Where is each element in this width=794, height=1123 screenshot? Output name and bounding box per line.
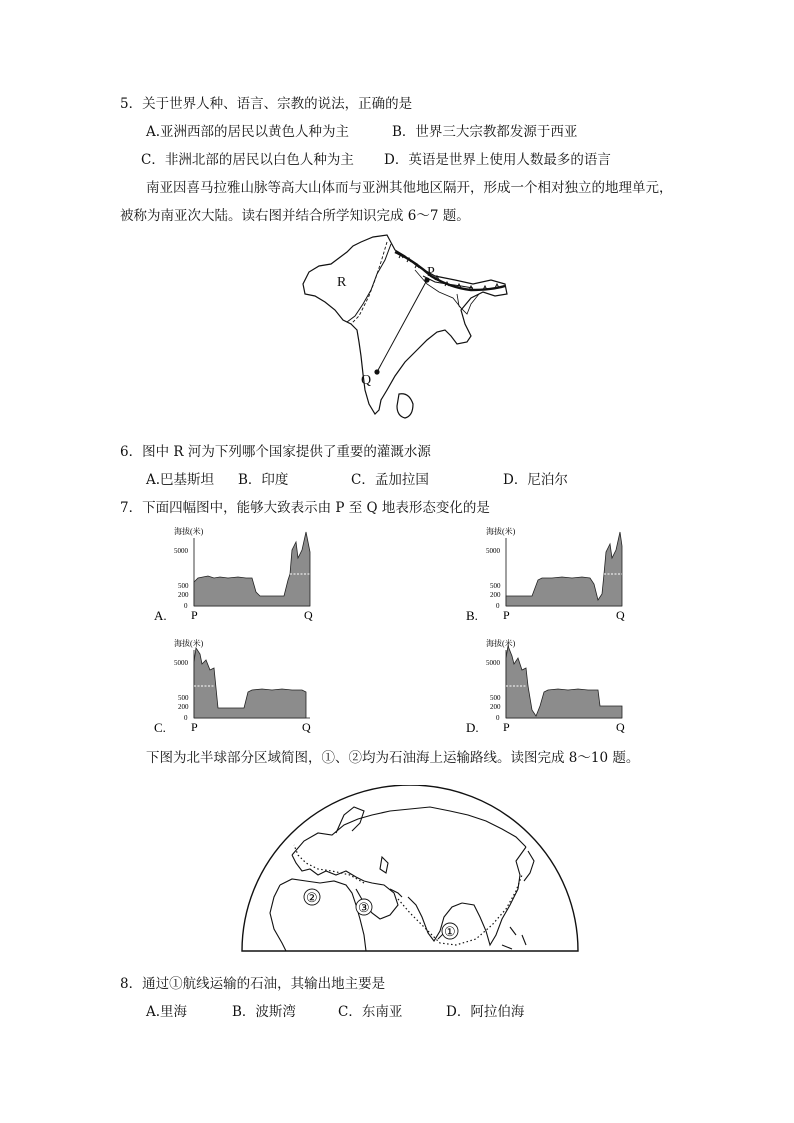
- svg-text:500: 500: [490, 694, 501, 702]
- q5-option-d: D．英语是世界上使用人数最多的语言: [384, 152, 611, 168]
- profile-b-q: Q: [616, 608, 625, 622]
- himalaya-ridge: [395, 252, 505, 290]
- q5-option-a: A.亚洲西部的居民以黄色人种为主: [146, 124, 350, 140]
- profile-d-terrain: [506, 646, 622, 718]
- profile-c-p: P: [191, 720, 198, 734]
- profile-c: [154, 634, 324, 734]
- label-p: P: [427, 265, 435, 280]
- svg-text:200: 200: [178, 703, 189, 711]
- q6-option-b: B．印度: [238, 472, 289, 488]
- intro-6-7-line1: 南亚因喜马拉雅山脉等高大山体而与亚洲其他地区隔开，形成一个相对独立的地理单元，: [146, 180, 673, 196]
- profile-a: [154, 522, 324, 622]
- q5-option-c: C．非洲北部的居民以白色人种为主: [141, 152, 354, 168]
- svg-text:5000: 5000: [486, 659, 500, 667]
- q8-option-d: D．阿拉伯海: [446, 1004, 525, 1020]
- svg-text:0: 0: [184, 714, 188, 722]
- profile-d-p: P: [503, 720, 510, 734]
- profile-a-q: Q: [304, 608, 313, 622]
- svg-text:0: 0: [184, 602, 188, 610]
- q8-stem: 8．通过①航线运输的石油，其输出地主要是: [120, 976, 386, 992]
- profile-a-terrain: [194, 532, 310, 606]
- q6-option-d: D．尼泊尔: [503, 472, 568, 488]
- svg-text:200: 200: [490, 703, 501, 711]
- svg-text:海拔(米): 海拔(米): [486, 527, 516, 536]
- q8-option-a: A.里海: [146, 1004, 188, 1020]
- subcontinent-outline: [303, 235, 507, 414]
- svg-text:5000: 5000: [174, 659, 188, 667]
- q7-stem: 7．下面四幅图中，能够大致表示由 P 至 Q 地表形态变化的是: [120, 500, 490, 516]
- option-b-label: B.: [466, 608, 478, 622]
- label-r: R: [337, 275, 347, 290]
- point-q: [374, 369, 379, 374]
- profile-b-p: P: [503, 608, 510, 622]
- profile-d: [466, 634, 636, 734]
- route-2-label: ②: [306, 890, 318, 905]
- q6-stem: 6．图中 R 河为下列哪个国家提供了重要的灌溉水源: [120, 444, 431, 460]
- svg-text:500: 500: [490, 582, 501, 590]
- svg-text:5000: 5000: [174, 547, 188, 555]
- option-c-label: C.: [154, 720, 166, 734]
- route-3-label: ③: [358, 900, 370, 915]
- q6-option-a: A.巴基斯坦: [146, 472, 215, 488]
- profile-d-q: Q: [616, 720, 625, 734]
- q5-stem: 5．关于世界人种、语言、宗教的说法，正确的是: [120, 96, 413, 112]
- svg-text:海拔(米): 海拔(米): [174, 639, 204, 648]
- svg-text:5000: 5000: [486, 547, 500, 555]
- south-asia-map: [295, 232, 525, 437]
- profile-a-p: P: [191, 608, 198, 622]
- intro-6-7-line2: 被称为南亚次大陆。读右图并结合所学知识完成 6～7 题。: [120, 208, 470, 224]
- q8-option-c: C．东南亚: [338, 1004, 403, 1020]
- q6-option-c: C．孟加拉国: [351, 472, 429, 488]
- profile-b: [466, 522, 636, 622]
- hemisphere-map: [240, 785, 580, 955]
- option-a-label: A.: [154, 608, 167, 622]
- route-1-label: ①: [444, 924, 456, 939]
- q8-option-b: B．波斯湾: [232, 1004, 296, 1020]
- q5-option-b: B．世界三大宗教都发源于西亚: [392, 124, 578, 140]
- r-river: [347, 244, 391, 322]
- p-q-line: [377, 280, 427, 372]
- svg-text:500: 500: [178, 694, 189, 702]
- profile-b-terrain: [506, 532, 622, 606]
- profile-c-terrain: [194, 648, 306, 718]
- sri-lanka: [397, 394, 413, 418]
- option-d-label: D.: [466, 720, 479, 734]
- svg-text:0: 0: [496, 602, 500, 610]
- svg-text:500: 500: [178, 582, 189, 590]
- svg-text:海拔(米): 海拔(米): [174, 527, 204, 536]
- svg-text:200: 200: [178, 591, 189, 599]
- intro-8-10: 下图为北半球部分区域简图，①、②均为石油海上运输路线。读图完成 8～10 题。: [146, 750, 640, 766]
- label-q: Q: [361, 373, 372, 388]
- svg-text:海拔(米): 海拔(米): [486, 639, 516, 648]
- svg-text:0: 0: [496, 714, 500, 722]
- profile-c-q: Q: [302, 720, 311, 734]
- svg-text:200: 200: [490, 591, 501, 599]
